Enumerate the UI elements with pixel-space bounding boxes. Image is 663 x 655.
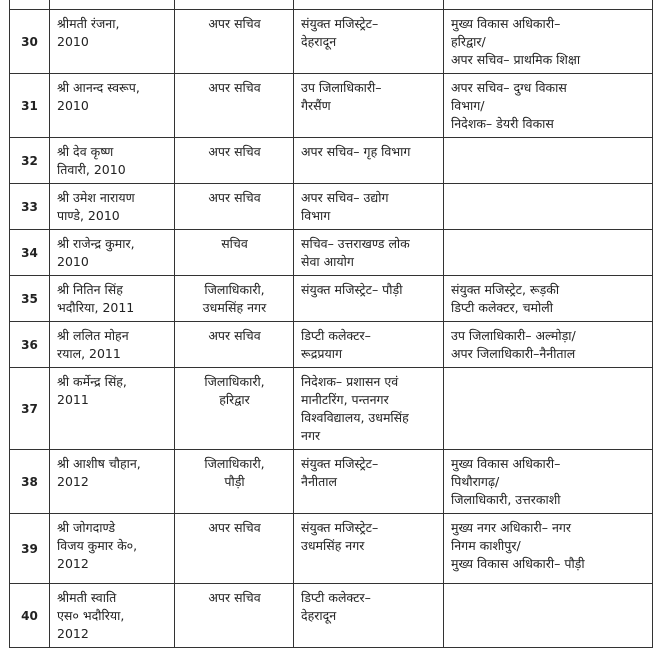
serial-number: 39 [21, 541, 38, 556]
officers-table-body [10, 0, 653, 648]
serial-number-cell [10, 450, 50, 514]
table-cell [444, 0, 653, 10]
other-postings: संयुक्त मजिस्ट्रेट, रूड़की डिप्टी कलेक्टर, चमोली [451, 282, 560, 315]
officer-name: श्री देव कृष्ण तिवारी, 2010 [57, 144, 126, 177]
first-posting: संयुक्त मजिस्ट्रेट– नैनीताल [301, 456, 379, 489]
first-posting-cell [294, 230, 444, 276]
table-row [10, 184, 653, 230]
other-postings: मुख्य विकास अधिकारी– हरिद्वार/ अपर सचिव– प्राथमिक शिक्षा [451, 16, 581, 67]
first-posting: संयुक्त मजिस्ट्रेट– देहरादून [301, 16, 379, 49]
first-posting-cell [294, 450, 444, 514]
table-row-continuation [10, 0, 653, 10]
table-row [10, 514, 653, 584]
table-row [10, 138, 653, 184]
officer-name: श्री नितिन सिंह भदौरिया, 2011 [57, 282, 135, 315]
officer-name-cell [50, 138, 175, 184]
current-designation: अपर सचिव [208, 328, 261, 343]
other-postings: मुख्य नगर अधिकारी– नगर निगम काशीपुर/ मुख्य विकास अधिकारी– पौड़ी [451, 520, 585, 571]
first-posting: सचिव– उत्तराखण्ड लोक सेवा आयोग [301, 236, 410, 269]
officer-name: श्री राजेन्द्र कुमार, 2010 [57, 236, 135, 269]
officers-table [9, 0, 653, 648]
first-posting-cell [294, 276, 444, 322]
designation-cell [175, 584, 294, 648]
current-designation: जिलाधिकारी, उधमसिंह नगर [202, 282, 267, 315]
first-posting: निदेशक– प्रशासन एवं मानीटरिंग, पन्तनगर विश्वविद्यालय, उधमसिंह नगर [301, 374, 409, 443]
table-cell [175, 0, 294, 10]
officer-name-cell [50, 450, 175, 514]
designation-cell [175, 10, 294, 74]
first-posting: अपर सचिव– गृह विभाग [301, 144, 411, 159]
other-postings-cell [444, 322, 653, 368]
other-postings-cell [444, 184, 653, 230]
serial-number-cell [10, 230, 50, 276]
designation-cell [175, 322, 294, 368]
officer-name: श्री कर्मेन्द्र सिंह, 2011 [57, 374, 127, 407]
first-posting: डिप्टी कलेक्टर– रूद्रप्रयाग [301, 328, 371, 361]
table-row [10, 230, 653, 276]
officer-name: श्रीमती रंजना, 2010 [57, 16, 120, 49]
other-postings-cell [444, 514, 653, 584]
designation-cell [175, 368, 294, 450]
designation-cell [175, 276, 294, 322]
other-postings: मुख्य विकास अधिकारी– पिथौरागढ़/ जिलाधिकारी, उत्तरकाशी [451, 456, 561, 507]
table-row [10, 584, 653, 648]
table-row [10, 322, 653, 368]
designation-cell [175, 514, 294, 584]
current-designation: अपर सचिव [208, 190, 261, 205]
officer-name-cell [50, 74, 175, 138]
designation-cell [175, 138, 294, 184]
table-cell [10, 0, 50, 10]
current-designation: अपर सचिव [208, 520, 261, 535]
serial-number-cell [10, 584, 50, 648]
officer-name-cell [50, 276, 175, 322]
serial-number: 34 [21, 245, 38, 260]
first-posting-cell [294, 368, 444, 450]
officer-name-cell [50, 514, 175, 584]
serial-number: 33 [21, 199, 38, 214]
officer-name-cell [50, 584, 175, 648]
first-posting: उप जिलाधिकारी– गैरसैंण [301, 80, 382, 113]
serial-number-cell [10, 514, 50, 584]
serial-number-cell [10, 322, 50, 368]
officer-name: श्री आनन्द स्वरूप, 2010 [57, 80, 140, 113]
first-posting-cell [294, 74, 444, 138]
officer-name-cell [50, 10, 175, 74]
table-cell [50, 0, 175, 10]
serial-number-cell [10, 138, 50, 184]
other-postings: अपर सचिव– दुग्ध विकास विभाग/ निदेशक– डेयरी विकास [451, 80, 567, 131]
designation-cell [175, 74, 294, 138]
other-postings-cell [444, 10, 653, 74]
first-posting: संयुक्त मजिस्ट्रेट– उधमसिंह नगर [301, 520, 379, 553]
serial-number: 31 [21, 98, 38, 113]
other-postings-cell [444, 276, 653, 322]
serial-number-cell [10, 184, 50, 230]
table-row [10, 450, 653, 514]
first-posting-cell [294, 184, 444, 230]
table-row [10, 276, 653, 322]
first-posting: अपर सचिव– उद्योग विभाग [301, 190, 389, 223]
serial-number-cell [10, 276, 50, 322]
serial-number: 40 [21, 608, 38, 623]
current-designation: जिलाधिकारी, हरिद्वार [204, 374, 265, 407]
officer-name-cell [50, 184, 175, 230]
current-designation: अपर सचिव [208, 80, 261, 95]
current-designation: अपर सचिव [208, 16, 261, 31]
officer-name: श्री ललित मोहन रयाल, 2011 [57, 328, 129, 361]
first-posting-cell [294, 10, 444, 74]
other-postings-cell [444, 368, 653, 450]
serial-number-cell [10, 368, 50, 450]
table-row [10, 368, 653, 450]
officer-name: श्रीमती स्वाति एस० भदौरिया, 2012 [57, 590, 125, 641]
designation-cell [175, 230, 294, 276]
other-postings-cell [444, 450, 653, 514]
first-posting: संयुक्त मजिस्ट्रेट– पौड़ी [301, 282, 403, 297]
table-row [10, 74, 653, 138]
serial-number: 32 [21, 153, 38, 168]
designation-cell [175, 450, 294, 514]
first-posting-cell [294, 322, 444, 368]
current-designation: अपर सचिव [208, 144, 261, 159]
serial-number: 36 [21, 337, 38, 352]
other-postings-cell [444, 584, 653, 648]
serial-number-cell [10, 10, 50, 74]
serial-number: 35 [21, 291, 38, 306]
table-cell [294, 0, 444, 10]
officer-name: श्री उमेश नारायण पाण्डे, 2010 [57, 190, 135, 223]
officer-name-cell [50, 230, 175, 276]
current-designation: सचिव [221, 236, 248, 251]
officer-name: श्री आशीष चौहान, 2012 [57, 456, 141, 489]
other-postings-cell [444, 138, 653, 184]
designation-cell [175, 184, 294, 230]
serial-number-cell [10, 74, 50, 138]
first-posting: डिप्टी कलेक्टर– देहरादून [301, 590, 371, 623]
first-posting-cell [294, 138, 444, 184]
other-postings-cell [444, 230, 653, 276]
other-postings: उप जिलाधिकारी– अल्मोड़ा/ अपर जिलाधिकारी–नैनीताल [451, 328, 576, 361]
officer-name-cell [50, 368, 175, 450]
current-designation: जिलाधिकारी, पौड़ी [204, 456, 265, 489]
serial-number: 37 [21, 401, 38, 416]
officer-name-cell [50, 322, 175, 368]
current-designation: अपर सचिव [208, 590, 261, 605]
first-posting-cell [294, 584, 444, 648]
officer-name: श्री जोगदाण्डे विजय कुमार के०, 2012 [57, 520, 138, 571]
serial-number: 30 [21, 34, 38, 49]
first-posting-cell [294, 514, 444, 584]
other-postings-cell [444, 74, 653, 138]
serial-number: 38 [21, 474, 38, 489]
table-row [10, 10, 653, 74]
